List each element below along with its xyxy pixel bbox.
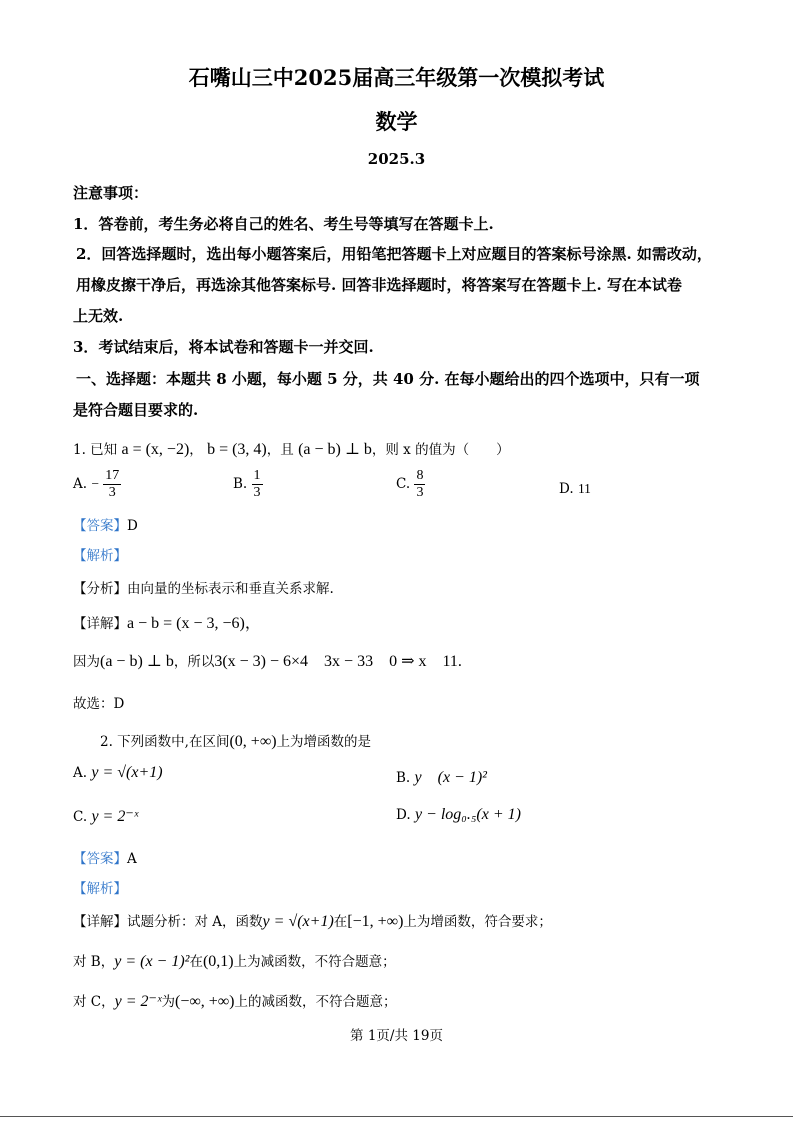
- question-2-stem: [100, 730, 371, 751]
- q2-detail-3-b: 为: [161, 994, 175, 1010]
- exam-title: 石嘴山三中2025届高三年级第一次模拟考试: [188, 65, 605, 90]
- q1-detail-line-2: [73, 648, 462, 671]
- q1-option-a-label: A.: [73, 476, 88, 492]
- q1-detail-2-cond: (a − b) ⊥ b: [100, 653, 174, 670]
- q1-condition: (a − b) ⊥ b: [298, 441, 372, 458]
- q2-analysis-tag: 【解析】: [73, 881, 127, 897]
- q2-option-c: [73, 806, 138, 826]
- q2-detail-2-a: 对 B，: [73, 954, 115, 970]
- note-item-2-line-3: 上无效.: [73, 307, 124, 325]
- q1-detail-tag: 【详解】: [73, 616, 127, 632]
- q1-option-c-numerator: 8: [416, 468, 424, 483]
- q1-vector-a: a = (x, −2): [121, 441, 190, 458]
- q1-option-b-fraction: [252, 468, 263, 501]
- q2-detail-line-3: [73, 990, 397, 1011]
- q1-detail-2-prefix: 因为: [73, 654, 100, 670]
- q2-stem-prefix: 2. 下列函数中,在区间: [100, 734, 230, 750]
- note-item-3: [73, 336, 374, 357]
- note-item-1-num: 1．: [73, 215, 99, 233]
- q2-option-b: [396, 764, 487, 787]
- q2-detail-1-a: 试题分析：对 A，函数: [127, 914, 263, 930]
- q2-detail-2-b: 在: [189, 954, 203, 970]
- q2-detail-2-interval: (0,1): [202, 953, 234, 970]
- q2-answer: [73, 847, 137, 867]
- q2-detail-2-math: y = (x − 1)²: [114, 953, 190, 970]
- q1-option-c: [396, 468, 425, 501]
- q1-fenxi: [73, 577, 334, 597]
- q1-detail-line-1: [73, 610, 261, 633]
- q2-option-c-math: y = 2⁻ˣ: [91, 808, 139, 825]
- q1-option-a-sign: −: [91, 476, 99, 491]
- q1-option-a-numerator: 17: [105, 468, 120, 483]
- q1-detail-1-math: a − b = (x − 3, −6)，: [127, 615, 261, 632]
- q2-option-a-math: y = √(x+1): [91, 764, 163, 781]
- note-item-2-line-2: 用橡皮擦干净后，再选涂其他答案标号. 回答非选择题时，将答案写在答题卡上. 写在本试卷: [76, 276, 682, 294]
- q2-detail-1-c: 上为增函数，符合要求；: [403, 914, 552, 930]
- q2-detail-2-c: 上为减函数，不符合题意；: [233, 954, 396, 970]
- q2-answer-value: A: [127, 851, 137, 867]
- q1-fenxi-tag: 【分析】: [73, 581, 127, 597]
- q2-stem-interval: (0, +∞): [229, 733, 277, 750]
- q2-stem-suffix: 上为增函数的是: [276, 734, 372, 750]
- q1-answer: [73, 514, 138, 534]
- notes-heading: 注意事项：: [73, 184, 149, 202]
- q2-option-d: [396, 806, 521, 824]
- q2-detail-1-b: 在: [333, 914, 348, 930]
- q1-option-a: [73, 468, 121, 501]
- note-item-1-text: 答卷前，考生务必将自己的姓名、考生号等填写在答题卡上.: [98, 215, 494, 233]
- note-item-3-text: 考试结束后，将本试卷和答题卡一并交回.: [98, 338, 374, 356]
- q1-suffix: ，则 x 的值为（ ）: [371, 442, 510, 458]
- q1-vector-b: b = (3, 4): [207, 441, 267, 458]
- note-item-3-num: 3．: [73, 338, 99, 356]
- q2-detail-3-math: y = 2⁻ˣ: [114, 993, 162, 1010]
- subject-title: 数学: [375, 109, 418, 134]
- note-item-2-line-1: 2．回答选择题时，选出每小题答案后，用铅笔把答题卡上对应题目的答案标号涂黑. 如需改动，: [76, 245, 712, 263]
- section-1-line-2: 是符合题目要求的.: [73, 401, 199, 419]
- q1-option-b: [233, 468, 263, 501]
- q2-option-a-label: A.: [73, 765, 88, 781]
- q1-option-d: [559, 481, 591, 497]
- q2-detail-line-2: [73, 950, 396, 971]
- question-1-stem: [73, 438, 510, 459]
- q1-analysis-tag: 【解析】: [73, 548, 127, 564]
- q1-sep-2: ，且: [266, 442, 294, 458]
- q1-detail-2-math: 3(x − 3) − 6×4 3x − 33 0 ⇒ x 11.: [214, 653, 462, 670]
- q2-option-b-label: B.: [396, 770, 411, 786]
- q1-sep-1: ，: [189, 442, 203, 458]
- q2-option-a: [73, 764, 163, 782]
- q2-detail-1-interval: [−1, +∞): [347, 913, 404, 930]
- q1-option-c-fraction: [414, 468, 425, 501]
- q1-option-c-denominator: 3: [416, 485, 424, 500]
- q2-detail-tag: 【详解】: [73, 914, 127, 930]
- q2-option-d-math: y − log₀.₅(x + 1): [414, 806, 521, 823]
- q1-option-b-numerator: 1: [253, 468, 261, 483]
- q2-detail-1-math: y = √(x+1): [262, 913, 334, 930]
- q2-option-c-label: C.: [73, 809, 88, 825]
- q1-option-a-denominator: 3: [108, 485, 116, 500]
- section-1-line-1: 一、选择题：本题共 8 小题，每小题 5 分，共 40 分. 在每小题给出的四个选项中，只有一项: [76, 370, 700, 388]
- q1-option-a-fraction: [103, 468, 121, 501]
- q2-detail-3-interval: (−∞, +∞): [174, 993, 235, 1010]
- q2-option-b-math: y (x − 1)²: [414, 769, 487, 786]
- q2-option-d-label: D.: [396, 807, 411, 823]
- q1-option-b-denominator: 3: [253, 485, 261, 500]
- q1-option-d-label: D.: [559, 481, 574, 497]
- q1-option-b-label: B.: [233, 476, 248, 492]
- page-bottom-divider: [0, 1116, 793, 1117]
- note-item-1: [73, 213, 494, 234]
- q1-choose: 故选：D: [73, 696, 125, 712]
- q2-answer-tag: 【答案】: [73, 851, 127, 867]
- q2-detail-3-a: 对 C，: [73, 994, 115, 1010]
- q1-option-d-value: 11: [577, 481, 591, 496]
- page-number: 第 1页/共 19页: [350, 1028, 443, 1044]
- q2-detail-3-c: 上的减函数，不符合题意；: [234, 994, 397, 1010]
- q1-prefix: 1. 已知: [73, 442, 118, 458]
- exam-date: 2025.3: [367, 150, 426, 168]
- q1-option-c-label: C.: [396, 476, 411, 492]
- q2-detail-line-1: [73, 910, 552, 931]
- q1-detail-2-mid: ，所以: [173, 654, 215, 670]
- q1-fenxi-text: 由向量的坐标表示和垂直关系求解.: [127, 581, 334, 597]
- q1-answer-value: D: [127, 518, 138, 534]
- q1-answer-tag: 【答案】: [73, 518, 127, 534]
